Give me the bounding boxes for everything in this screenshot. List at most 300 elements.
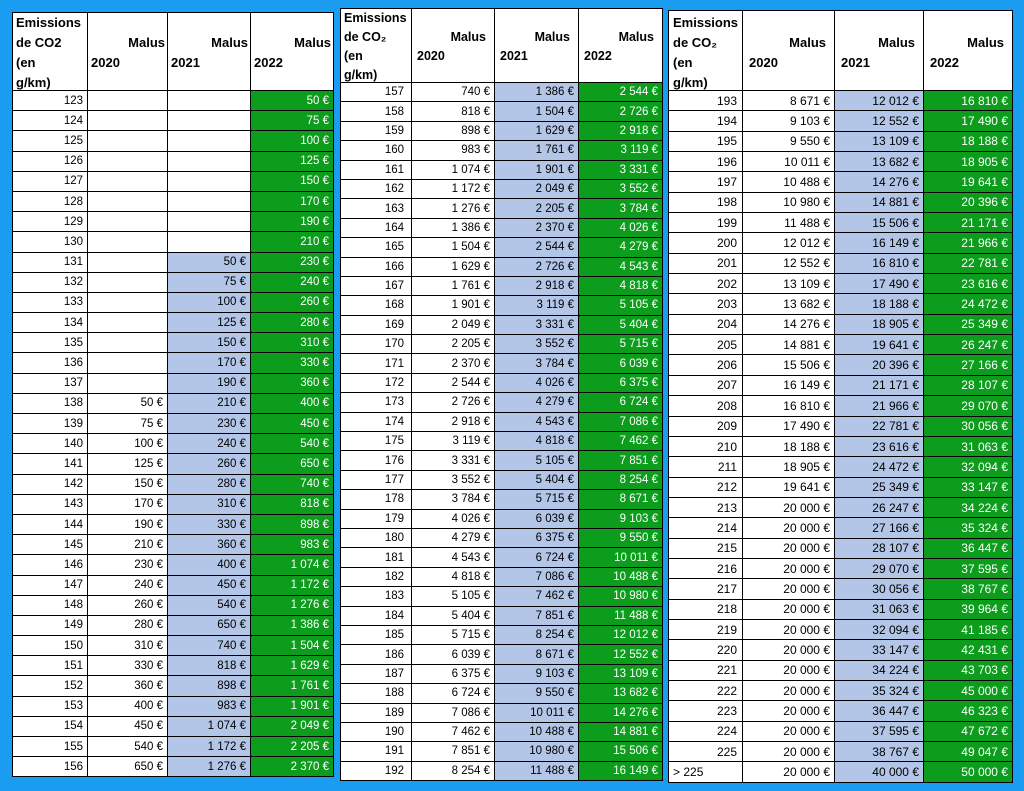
header-malus: [495, 9, 579, 83]
cell-malus-2021: 5 105 €: [495, 451, 579, 470]
cell-malus-2020: 20 000 €: [743, 742, 835, 762]
cell-malus-2020: 17 490 €: [743, 417, 835, 437]
cell-malus-2022: 540 €: [251, 434, 334, 454]
cell-malus-2021: 2 918 €: [495, 277, 579, 296]
cell-emissions: 163: [341, 199, 412, 218]
cell-malus-2020: 7 462 €: [412, 723, 495, 742]
cell-emissions: 216: [669, 559, 743, 579]
header-malus-label: Malus: [967, 35, 1004, 50]
cell-malus-2021: 400 €: [168, 555, 251, 575]
cell-emissions: 124: [13, 111, 88, 131]
cell-emissions: 153: [13, 697, 88, 717]
cell-emissions: 177: [341, 471, 412, 490]
cell-malus-2022: 2 205 €: [251, 737, 334, 757]
cell-emissions: 182: [341, 568, 412, 587]
cell-malus-2020: 983 €: [412, 141, 495, 160]
cell-malus-2022: 23 616 €: [924, 274, 1013, 294]
cell-emissions: 154: [13, 717, 88, 737]
cell-malus-2020: 20 000 €: [743, 681, 835, 701]
cell-emissions: 147: [13, 576, 88, 596]
cell-malus-2020: 100 €: [88, 434, 168, 454]
header-malus: [168, 13, 251, 91]
cell-malus-2020: 450 €: [88, 717, 168, 737]
cell-malus-2022: 16 810 €: [924, 91, 1013, 111]
cell-malus-2020: 20 000 €: [743, 539, 835, 559]
header-malus-label: Malus: [534, 30, 570, 44]
cell-malus-2020: 4 026 €: [412, 510, 495, 529]
cell-malus-2020: 10 488 €: [743, 172, 835, 192]
cell-malus-2020: 2 205 €: [412, 335, 495, 354]
cell-malus-2020: 190 €: [88, 515, 168, 535]
cell-malus-2020: 360 €: [88, 676, 168, 696]
cell-malus-2020: 540 €: [88, 737, 168, 757]
cell-malus-2021: [168, 131, 251, 151]
cell-emissions: 206: [669, 355, 743, 375]
cell-malus-2022: 42 431 €: [924, 640, 1013, 660]
cell-malus-2022: 35 324 €: [924, 518, 1013, 538]
cell-malus-2020: 20 000 €: [743, 701, 835, 721]
cell-malus-2021: 2 370 €: [495, 219, 579, 238]
cell-malus-2020: [88, 152, 168, 172]
cell-malus-2021: 10 011 €: [495, 704, 579, 723]
cell-malus-2022: 1 074 €: [251, 555, 334, 575]
cell-malus-2022: 7 086 €: [579, 413, 663, 432]
header-malus-year: 2021: [841, 55, 870, 70]
cell-malus-2022: 7 851 €: [579, 451, 663, 470]
cell-malus-2021: 20 396 €: [835, 355, 924, 375]
malus-table-left: [12, 12, 334, 777]
cell-emissions: 178: [341, 490, 412, 509]
cell-malus-2022: 47 672 €: [924, 722, 1013, 742]
cell-emissions: 220: [669, 640, 743, 660]
header-emissions-line: g/km): [344, 68, 378, 82]
cell-emissions: 204: [669, 315, 743, 335]
cell-emissions: 142: [13, 475, 88, 495]
cell-malus-2021: 34 224 €: [835, 661, 924, 681]
cell-malus-2021: 27 166 €: [835, 518, 924, 538]
cell-malus-2021: [168, 152, 251, 172]
cell-malus-2022: 26 247 €: [924, 335, 1013, 355]
cell-malus-2022: 20 396 €: [924, 193, 1013, 213]
cell-emissions: 212: [669, 478, 743, 498]
cell-malus-2020: 4 279 €: [412, 529, 495, 548]
cell-malus-2021: 29 070 €: [835, 559, 924, 579]
cell-malus-2020: 2 370 €: [412, 354, 495, 373]
cell-malus-2022: 50 000 €: [924, 762, 1013, 782]
cell-malus-2020: 150 €: [88, 475, 168, 495]
cell-malus-2022: 2 049 €: [251, 717, 334, 737]
cell-emissions: 217: [669, 579, 743, 599]
cell-malus-2020: 10 011 €: [743, 152, 835, 172]
cell-emissions: 130: [13, 232, 88, 252]
cell-malus-2021: 1 074 €: [168, 717, 251, 737]
cell-malus-2022: 400 €: [251, 394, 334, 414]
cell-malus-2020: 16 810 €: [743, 396, 835, 416]
cell-malus-2022: 1 504 €: [251, 636, 334, 656]
header-malus: [88, 13, 168, 91]
cell-malus-2020: 6 724 €: [412, 684, 495, 703]
cell-malus-2020: 11 488 €: [743, 213, 835, 233]
cell-malus-2020: 19 641 €: [743, 478, 835, 498]
cell-malus-2020: 18 188 €: [743, 437, 835, 457]
cell-malus-2022: 75 €: [251, 111, 334, 131]
cell-malus-2022: 210 €: [251, 232, 334, 252]
cell-malus-2022: 740 €: [251, 475, 334, 495]
cell-malus-2021: 8 254 €: [495, 626, 579, 645]
cell-emissions: 127: [13, 172, 88, 192]
cell-malus-2020: 20 000 €: [743, 722, 835, 742]
cell-emissions: 164: [341, 219, 412, 238]
cell-malus-2022: 1 901 €: [251, 697, 334, 717]
cell-malus-2022: 240 €: [251, 273, 334, 293]
cell-emissions: 209: [669, 417, 743, 437]
cell-malus-2022: 12 552 €: [579, 645, 663, 664]
cell-emissions: 184: [341, 607, 412, 626]
cell-malus-2022: 39 964 €: [924, 600, 1013, 620]
cell-malus-2021: 1 761 €: [495, 141, 579, 160]
cell-malus-2020: 20 000 €: [743, 661, 835, 681]
cell-malus-2020: 13 682 €: [743, 294, 835, 314]
cell-malus-2020: [88, 111, 168, 131]
cell-emissions: 191: [341, 742, 412, 761]
cell-emissions: 169: [341, 316, 412, 335]
cell-malus-2020: [88, 293, 168, 313]
cell-malus-2022: 125 €: [251, 152, 334, 172]
cell-malus-2021: 360 €: [168, 535, 251, 555]
cell-malus-2021: 13 109 €: [835, 132, 924, 152]
cell-emissions: 197: [669, 172, 743, 192]
cell-malus-2020: 1 074 €: [412, 161, 495, 180]
cell-malus-2021: 818 €: [168, 656, 251, 676]
cell-malus-2020: 18 905 €: [743, 457, 835, 477]
cell-malus-2021: 1 276 €: [168, 757, 251, 777]
cell-emissions: 189: [341, 704, 412, 723]
cell-malus-2022: 9 550 €: [579, 529, 663, 548]
header-malus-label: Malus: [878, 35, 915, 50]
cell-malus-2021: 36 447 €: [835, 701, 924, 721]
cell-malus-2022: 8 254 €: [579, 471, 663, 490]
cell-malus-2021: 30 056 €: [835, 579, 924, 599]
cell-malus-2022: 983 €: [251, 535, 334, 555]
cell-malus-2022: 4 279 €: [579, 238, 663, 257]
cell-malus-2021: 190 €: [168, 374, 251, 394]
cell-malus-2020: 280 €: [88, 616, 168, 636]
cell-malus-2022: 27 166 €: [924, 355, 1013, 375]
cell-emissions: > 225: [669, 762, 743, 782]
cell-malus-2020: [88, 172, 168, 192]
cell-emissions: 123: [13, 91, 88, 111]
cell-malus-2021: 24 472 €: [835, 457, 924, 477]
cell-malus-2022: 4 818 €: [579, 277, 663, 296]
cell-emissions: 141: [13, 454, 88, 474]
cell-malus-2022: 898 €: [251, 515, 334, 535]
cell-malus-2022: 1 276 €: [251, 596, 334, 616]
cell-malus-2021: 37 595 €: [835, 722, 924, 742]
cell-emissions: 146: [13, 555, 88, 575]
cell-emissions: 225: [669, 742, 743, 762]
cell-emissions: 195: [669, 132, 743, 152]
cell-malus-2020: 6 039 €: [412, 645, 495, 664]
header-malus-label: Malus: [450, 30, 486, 44]
cell-malus-2020: 125 €: [88, 454, 168, 474]
cell-emissions: 213: [669, 498, 743, 518]
cell-malus-2021: [168, 172, 251, 192]
header-emissions: [13, 13, 88, 91]
cell-malus-2022: 2 918 €: [579, 122, 663, 141]
cell-malus-2020: 20 000 €: [743, 498, 835, 518]
cell-malus-2021: 75 €: [168, 273, 251, 293]
cell-malus-2021: 4 818 €: [495, 432, 579, 451]
cell-malus-2021: 330 €: [168, 515, 251, 535]
cell-emissions: 137: [13, 374, 88, 394]
cell-malus-2022: 37 595 €: [924, 559, 1013, 579]
cell-malus-2022: 7 462 €: [579, 432, 663, 451]
cell-emissions: 152: [13, 676, 88, 696]
cell-malus-2021: 280 €: [168, 475, 251, 495]
cell-malus-2021: 2 726 €: [495, 258, 579, 277]
cell-malus-2021: [168, 91, 251, 111]
cell-emissions: 168: [341, 296, 412, 315]
cell-malus-2021: 11 488 €: [495, 762, 579, 781]
cell-emissions: 171: [341, 354, 412, 373]
cell-emissions: 126: [13, 152, 88, 172]
cell-malus-2021: 3 784 €: [495, 354, 579, 373]
cell-malus-2020: 898 €: [412, 122, 495, 141]
cell-emissions: 161: [341, 161, 412, 180]
header-emissions: [669, 11, 743, 91]
cell-malus-2020: 2 918 €: [412, 413, 495, 432]
cell-malus-2021: 260 €: [168, 454, 251, 474]
cell-emissions: 159: [341, 122, 412, 141]
cell-malus-2022: 49 047 €: [924, 742, 1013, 762]
cell-malus-2021: 2 544 €: [495, 238, 579, 257]
cell-malus-2021: 1 629 €: [495, 122, 579, 141]
cell-malus-2022: 33 147 €: [924, 478, 1013, 498]
cell-malus-2020: 4 818 €: [412, 568, 495, 587]
cell-emissions: 190: [341, 723, 412, 742]
cell-malus-2020: 20 000 €: [743, 579, 835, 599]
cell-malus-2022: 280 €: [251, 313, 334, 333]
cell-malus-2020: 20 000 €: [743, 620, 835, 640]
cell-malus-2020: 6 375 €: [412, 665, 495, 684]
cell-malus-2020: 400 €: [88, 697, 168, 717]
cell-emissions: 149: [13, 616, 88, 636]
cell-malus-2022: 17 490 €: [924, 111, 1013, 131]
cell-malus-2020: 1 901 €: [412, 296, 495, 315]
cell-malus-2021: 14 276 €: [835, 172, 924, 192]
cell-emissions: 207: [669, 376, 743, 396]
header-emissions-line: (en: [16, 55, 36, 70]
cell-malus-2022: 22 781 €: [924, 254, 1013, 274]
malus-table-middle: [340, 8, 663, 781]
cell-emissions: 139: [13, 414, 88, 434]
header-emissions-line: (en: [344, 49, 363, 63]
cell-malus-2020: 9 550 €: [743, 132, 835, 152]
cell-malus-2020: 1 504 €: [412, 238, 495, 257]
cell-emissions: 199: [669, 213, 743, 233]
cell-malus-2021: 5 715 €: [495, 490, 579, 509]
cell-emissions: 151: [13, 656, 88, 676]
cell-emissions: 186: [341, 645, 412, 664]
cell-malus-2021: 2 205 €: [495, 199, 579, 218]
cell-malus-2021: 125 €: [168, 313, 251, 333]
cell-malus-2021: 13 682 €: [835, 152, 924, 172]
cell-malus-2020: 8 254 €: [412, 762, 495, 781]
cell-emissions: 167: [341, 277, 412, 296]
header-emissions-line: g/km): [16, 75, 51, 90]
cell-emissions: 193: [669, 91, 743, 111]
cell-malus-2021: 5 404 €: [495, 471, 579, 490]
cell-malus-2021: 21 171 €: [835, 376, 924, 396]
cell-malus-2020: 5 715 €: [412, 626, 495, 645]
cell-malus-2021: 1 901 €: [495, 161, 579, 180]
cell-emissions: 175: [341, 432, 412, 451]
cell-malus-2020: 10 980 €: [743, 193, 835, 213]
cell-emissions: 158: [341, 102, 412, 121]
cell-malus-2022: 6 375 €: [579, 374, 663, 393]
cell-malus-2021: 50 €: [168, 253, 251, 273]
cell-malus-2020: 20 000 €: [743, 600, 835, 620]
cell-emissions: 196: [669, 152, 743, 172]
malus-table-right: [668, 10, 1013, 783]
cell-malus-2022: 170 €: [251, 192, 334, 212]
cell-malus-2021: 15 506 €: [835, 213, 924, 233]
cell-malus-2021: 3 119 €: [495, 296, 579, 315]
cell-malus-2020: 818 €: [412, 102, 495, 121]
cell-malus-2020: 14 881 €: [743, 335, 835, 355]
cell-malus-2022: 32 094 €: [924, 457, 1013, 477]
cell-malus-2020: 7 851 €: [412, 742, 495, 761]
cell-emissions: 128: [13, 192, 88, 212]
cell-emissions: 200: [669, 233, 743, 253]
cell-malus-2021: 3 552 €: [495, 335, 579, 354]
cell-malus-2022: 6 724 €: [579, 393, 663, 412]
cell-malus-2022: 18 905 €: [924, 152, 1013, 172]
cell-malus-2020: 5 105 €: [412, 587, 495, 606]
cell-malus-2022: 260 €: [251, 293, 334, 313]
cell-malus-2020: 12 552 €: [743, 254, 835, 274]
cell-emissions: 135: [13, 333, 88, 353]
cell-malus-2022: 818 €: [251, 495, 334, 515]
cell-malus-2020: 3 119 €: [412, 432, 495, 451]
cell-emissions: 214: [669, 518, 743, 538]
cell-malus-2021: 450 €: [168, 576, 251, 596]
cell-malus-2021: 540 €: [168, 596, 251, 616]
cell-malus-2021: 150 €: [168, 333, 251, 353]
cell-malus-2021: 28 107 €: [835, 539, 924, 559]
cell-malus-2020: 240 €: [88, 576, 168, 596]
cell-malus-2022: 30 056 €: [924, 417, 1013, 437]
cell-emissions: 208: [669, 396, 743, 416]
cell-emissions: 140: [13, 434, 88, 454]
header-malus-label: Malus: [294, 35, 331, 50]
cell-emissions: 165: [341, 238, 412, 257]
header-emissions-line: de CO₂: [344, 30, 387, 44]
cell-malus-2021: 17 490 €: [835, 274, 924, 294]
cell-malus-2021: 100 €: [168, 293, 251, 313]
header-malus: [579, 9, 663, 83]
header-malus: [835, 11, 924, 91]
cell-malus-2022: 1 629 €: [251, 656, 334, 676]
cell-malus-2022: 4 026 €: [579, 219, 663, 238]
cell-malus-2022: 13 109 €: [579, 665, 663, 684]
header-malus-year: 2022: [930, 55, 959, 70]
cell-malus-2022: 3 784 €: [579, 199, 663, 218]
cell-malus-2021: 40 000 €: [835, 762, 924, 782]
cell-emissions: 129: [13, 212, 88, 232]
cell-malus-2022: 100 €: [251, 131, 334, 151]
cell-malus-2020: 230 €: [88, 555, 168, 575]
cell-malus-2020: 16 149 €: [743, 376, 835, 396]
cell-malus-2022: 45 000 €: [924, 681, 1013, 701]
cell-malus-2022: 14 881 €: [579, 723, 663, 742]
header-emissions-line: de CO2: [16, 35, 62, 50]
cell-malus-2021: 32 094 €: [835, 620, 924, 640]
cell-malus-2020: [88, 212, 168, 232]
cell-malus-2022: 25 349 €: [924, 315, 1013, 335]
cell-malus-2021: 4 279 €: [495, 393, 579, 412]
header-malus-year: 2020: [749, 55, 778, 70]
cell-malus-2020: 2 049 €: [412, 316, 495, 335]
cell-malus-2022: 36 447 €: [924, 539, 1013, 559]
cell-malus-2020: 7 086 €: [412, 704, 495, 723]
cell-emissions: 203: [669, 294, 743, 314]
cell-emissions: 181: [341, 548, 412, 567]
cell-malus-2021: 14 881 €: [835, 193, 924, 213]
cell-emissions: 205: [669, 335, 743, 355]
header-malus-year: 2021: [500, 49, 528, 63]
cell-malus-2022: 34 224 €: [924, 498, 1013, 518]
header-malus-year: 2021: [171, 55, 200, 70]
cell-malus-2022: 2 726 €: [579, 102, 663, 121]
cell-emissions: 202: [669, 274, 743, 294]
cell-malus-2021: 19 641 €: [835, 335, 924, 355]
cell-malus-2022: 8 671 €: [579, 490, 663, 509]
cell-malus-2020: 8 671 €: [743, 91, 835, 111]
cell-emissions: 179: [341, 510, 412, 529]
cell-emissions: 173: [341, 393, 412, 412]
cell-malus-2021: 10 488 €: [495, 723, 579, 742]
cell-malus-2022: 12 012 €: [579, 626, 663, 645]
cell-malus-2020: 2 726 €: [412, 393, 495, 412]
cell-malus-2021: 310 €: [168, 495, 251, 515]
header-malus-year: 2020: [417, 49, 445, 63]
cell-malus-2022: 4 543 €: [579, 258, 663, 277]
cell-malus-2022: 190 €: [251, 212, 334, 232]
cell-malus-2020: 170 €: [88, 495, 168, 515]
cell-malus-2020: [88, 313, 168, 333]
cell-emissions: 134: [13, 313, 88, 333]
cell-malus-2022: 21 171 €: [924, 213, 1013, 233]
cell-malus-2022: 19 641 €: [924, 172, 1013, 192]
cell-malus-2021: 983 €: [168, 697, 251, 717]
cell-emissions: 155: [13, 737, 88, 757]
cell-malus-2021: 8 671 €: [495, 645, 579, 664]
header-malus: [743, 11, 835, 91]
cell-malus-2022: 43 703 €: [924, 661, 1013, 681]
cell-malus-2020: 3 552 €: [412, 471, 495, 490]
cell-malus-2020: 50 €: [88, 394, 168, 414]
cell-malus-2020: [88, 273, 168, 293]
cell-emissions: 125: [13, 131, 88, 151]
cell-emissions: 188: [341, 684, 412, 703]
cell-malus-2022: 15 506 €: [579, 742, 663, 761]
cell-malus-2022: 29 070 €: [924, 396, 1013, 416]
cell-malus-2021: 18 905 €: [835, 315, 924, 335]
cell-malus-2022: 28 107 €: [924, 376, 1013, 396]
cell-malus-2021: 31 063 €: [835, 600, 924, 620]
cell-malus-2020: 2 544 €: [412, 374, 495, 393]
